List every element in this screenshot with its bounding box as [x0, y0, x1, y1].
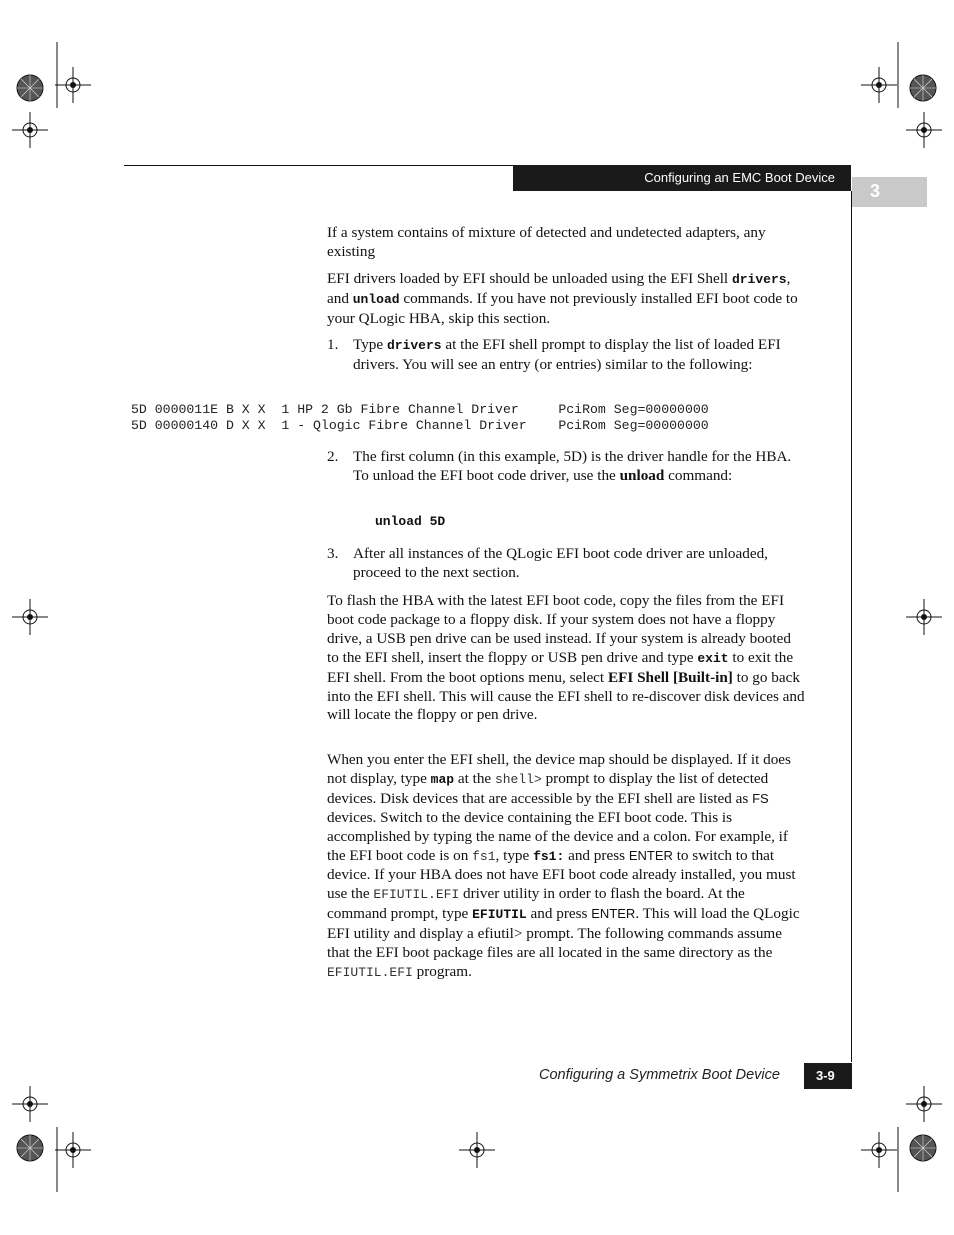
registration-target-icon [910, 75, 936, 101]
crosshair-icon [12, 599, 48, 635]
header-title: Configuring an EMC Boot Device [644, 170, 835, 185]
registration-target-icon [17, 75, 43, 101]
margin-rule [851, 191, 852, 1062]
crosshair-icon [906, 112, 942, 148]
page-number-box [804, 1063, 852, 1089]
code-line: 5D 0000011E B X X 1 HP 2 Gb Fibre Channel Driver PciRom Seg=00000000 [131, 402, 709, 417]
registration-target-icon [17, 1135, 43, 1161]
inline-command: drivers [386, 338, 442, 353]
page-number: 3-9 [816, 1068, 835, 1083]
crosshair-icon [906, 1086, 942, 1122]
crosshair-icon [12, 1086, 48, 1122]
unload-paragraph: EFI drivers loaded by EFI should be unloaded using the EFI Shell drivers, and unload commands. If you have not previously installed EFI boot code to your QLogic HBA, skip this section. [327, 270, 798, 327]
inline-command: drivers [731, 272, 787, 287]
chapter-number: 3 [870, 181, 881, 201]
inline-command: exit [697, 650, 729, 666]
command-example: unload 5D [375, 514, 446, 529]
inline-command: unload [352, 291, 400, 307]
inline-command: unload [619, 466, 665, 484]
header-rule [124, 165, 514, 166]
crosshair-icon [12, 112, 48, 148]
crosshair-icon [861, 67, 897, 103]
running-header [513, 165, 851, 191]
crosshair-icon [55, 1132, 91, 1168]
menu-option: EFI Shell [Built-in] [607, 668, 733, 686]
chapter-tab [852, 177, 927, 207]
crosshair-icon [55, 67, 91, 103]
flash-paragraph: To flash the HBA with the latest EFI boot code, copy the files from the EFI boot code package to a floppy disk. If your system does not have a floppy drive, a USB pen drive can be used instead. If your system is already booted to the EFI shell, insert the floppy or USB pen drive and type exit to exit the EFI shell. From the boot options menu, select EFI Shell [Built-in] to go back into the EFI shell. This will cause the EFI shell to re-discover disk devices and will locate the floppy or pen drive. [327, 592, 805, 724]
code-line: 5D 00000140 D X X 1 - Qlogic Fibre Channel Driver PciRom Seg=00000000 [131, 418, 709, 433]
running-footer: Configuring a Symmetrix Boot Device [539, 1067, 780, 1083]
crosshair-icon [861, 1132, 897, 1168]
intro-paragraph: If a system contains of mixture of detected and undetected adapters, any existing [327, 224, 766, 260]
crosshair-icon [459, 1132, 495, 1168]
crosshair-icon [906, 599, 942, 635]
efi-shell-paragraph: When you enter the EFI shell, the device map should be displayed. If it does not display, type map at the shell> prompt to display the list of detected devices. Disk devices that are accessible by the EFI shell are listed as FS devices. Switch to the device containing the EFI boot code. This is accomplished by typing the name of the device and a colon. For example, if the EFI boot code is on fs1, type fs1: and press ENTER to switch to that device. If your HBA does not have EFI boot code already installed, you must use the EFIUTIL.EFI driver utility in order to flash the board. At the command prompt, type EFIUTIL and press ENTER. This will load the QLogic EFI utility and display a efiutil> prompt. The following commands assume that the EFI boot package files are all located in the same directory as the EFIUTIL.EFI program. [327, 751, 800, 980]
registration-target-icon [910, 1135, 936, 1161]
